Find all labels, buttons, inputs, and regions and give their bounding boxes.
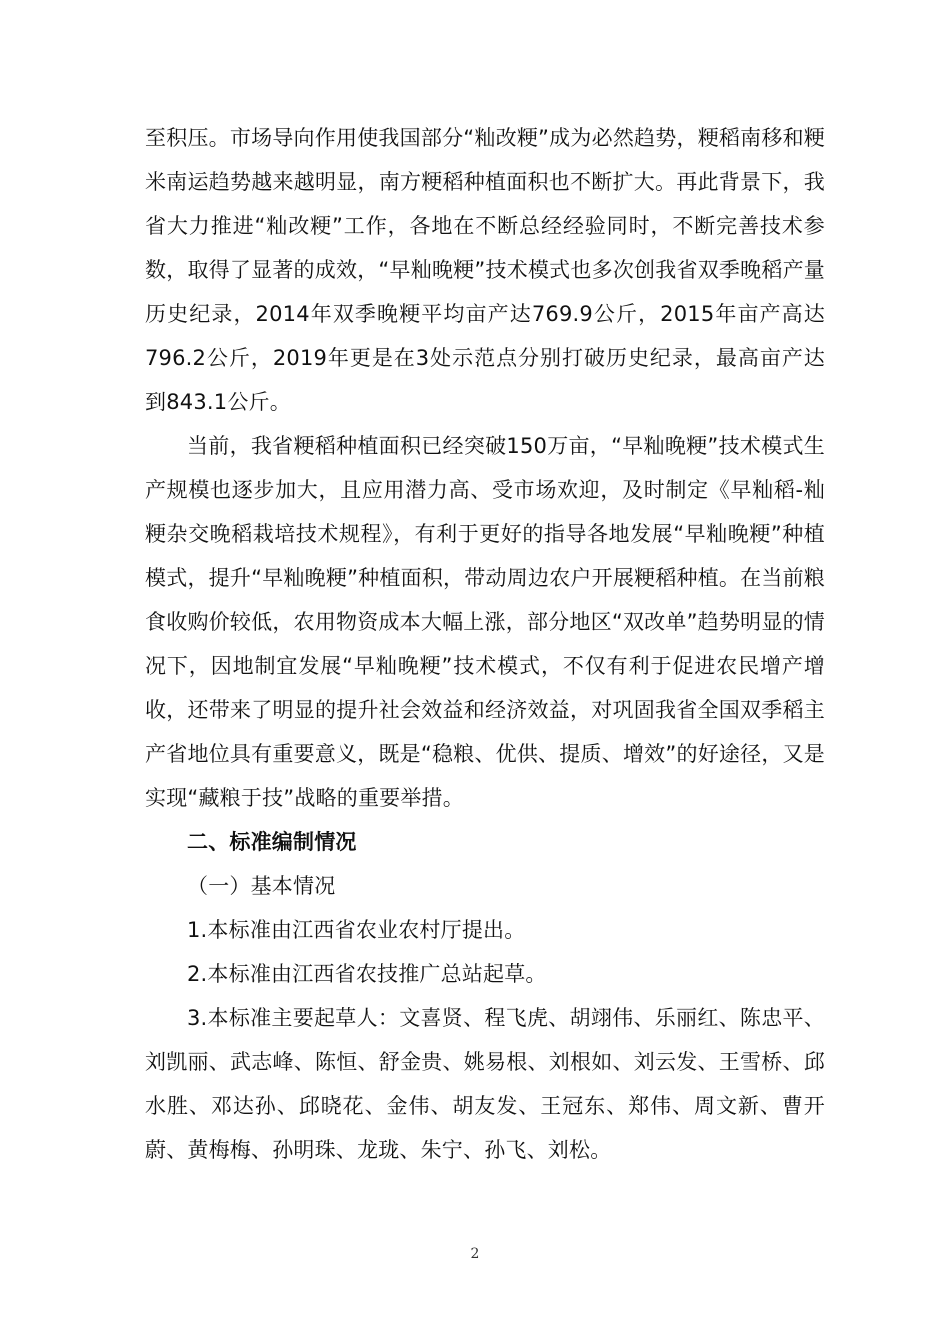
- list-item-drafters: 3.本标准主要起草人：文喜贤、程飞虎、胡翊伟、乐丽红、陈忠平、刘凯丽、武志峰、陈恒、舒金贵、姚易根、刘根如、刘云发、王雪桥、邱水胜、邓达孙、邱晓花、金伟、胡友发、王冠东、郑伟、周文新、曹开蔚、黄梅梅、孙明珠、龙珑、朱宁、孙飞、刘松。: [145, 1006, 825, 1162]
- section-heading: 二、标准编制情况: [187, 830, 357, 854]
- page-number: 2: [470, 1246, 480, 1262]
- body-text: [145, 116, 825, 1172]
- paragraph-market-trend: 至积压。市场导向作用使我国部分“籼改粳”成为必然趋势，粳稻南移和粳米南运趋势越来越明显，南方粳稻种植面积也不断扩大。再此背景下，我省大力推进“籼改粳”工作，各地在不断总经经验同时，不断完善技术参数，取得了显著的成效，“早籼晚粳”技术模式也多次创我省双季晚稻产量历史纪录，2014年双季晚粳平均亩产达769.9公斤，2015年亩产高达796.2公斤，2019年更是在3处示范点分别打破历史纪录，最高亩产达到843.1公斤。: [145, 126, 825, 414]
- list-item: 1.本标准由江西省农业农村厅提出。: [187, 918, 526, 942]
- paragraph-current-status: 当前，我省粳稻种植面积已经突破150万亩，“早籼晚粳”技术模式生产规模也逐步加大，且应用潜力高、受市场欢迎，及时制定《早籼稻-籼粳杂交晚稻栽培技术规程》，有利于更好的指导各地发展“早籼晚粳”种植模式，提升“早籼晚粳”种植面积，带动周边农户开展粳稻种植。在当前粮食收购价较低，农用物资成本大幅上涨，部分地区“双改单”趋势明显的情况下，因地制宜发展“早籼晚粳”技术模式，不仅有利于促进农民增产增收，还带来了明显的提升社会效益和经济效益，对巩固我省全国双季稻主产省地位具有重要意义，既是“稳粮、优供、提质、增效”的好途径，又是实现“藏粮于技”战略的重要举措。: [145, 434, 825, 810]
- list-item: 2.本标准由江西省农技推广总站起草。: [187, 962, 547, 986]
- subsection-heading: （一）基本情况: [187, 874, 336, 898]
